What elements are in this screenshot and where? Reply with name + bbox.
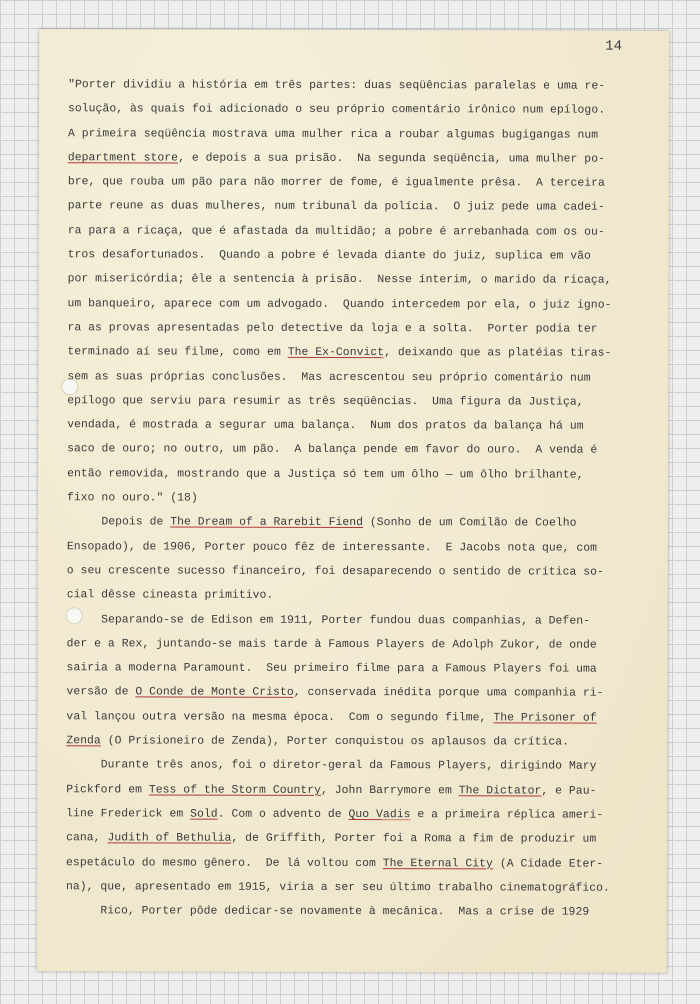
text-segment: (Sonho de um Comilão de Coelho [363,517,577,530]
text-segment: terminado aí seu filme, como em [67,346,288,360]
text-line [68,219,642,245]
text-line [67,365,641,391]
text-segment: Rico, Porter pôde dedicar-se novamente à mecânica. Mas a crise de 1929 [65,905,590,919]
text-line [67,608,641,634]
text-segment: A primeira seqüência mostrava uma mulher rica a roubar algumas bugigangas num [67,127,599,142]
text-segment: , conservada inédita porque uma companhia ri- [293,687,604,701]
text-segment: , e Pau- [541,785,597,798]
text-line [67,389,641,415]
text-segment: e a primeira réplica ameri- [410,809,604,822]
text-segment: der e a Rex, juntando-se mais tarde à Famous Players de Adolph Zukor, de onde [66,638,597,652]
page-number: 14 [605,38,623,55]
underlined-title: The Dictator [458,784,542,798]
text-segment: Pickford em [66,783,149,797]
text-segment: Durante três anos, foi o diretor-geral da Famous Players, dirigindo Mary [66,759,597,773]
text-segment: "Porter dividiu a história em três partes: duas seqüências paralelas e uma re- [68,79,606,93]
text-line [68,243,642,269]
underlined-title: Sold [190,808,218,821]
typewritten-page [37,29,669,973]
text-line [67,511,641,537]
text-segment: , John Barrymore em [321,784,459,797]
text-segment: ra as provas apresentadas pelo detective da loja e a solta. Porter podia ter [67,322,598,336]
text-line [67,486,641,512]
text-segment: sairia a moderna Paramount. Seu primeiro filme para a Famous Players foi uma [66,662,597,676]
underlined-title: Quo Vadis [348,808,411,822]
text-segment: (O Prisioneiro de Zenda), Porter conquistou os aplausos da crítica. [100,735,570,749]
text-line [66,681,640,707]
text-line [67,341,641,367]
text-segment: bre, que rouba um pão para não morrer de fome, é igualmente prêsa. A terceira [67,176,605,190]
underlined-title: O Conde de Monte Cristo [135,686,294,700]
text-line [68,195,642,221]
text-line [68,268,642,294]
text-segment: espetáculo do mesmo gênero. De lá voltou com [66,856,383,870]
text-segment: cana, [66,832,108,845]
text-line [66,802,640,828]
underlined-title: The Dream of a Rarebit Fiend [170,516,364,530]
text-segment: o seu crescente sucesso financeiro, foi desaparecendo o sentido de crítica so- [66,565,604,579]
text-line [67,632,641,658]
text-segment: versão de [66,686,136,699]
text-line [66,875,640,901]
text-segment: val lançou outra versão na mesma época. Com o segundo filme, [66,710,494,725]
text-segment: fixo no ouro." (18) [66,492,198,505]
text-segment: cial dêsse cineasta primitivo. [66,589,274,603]
text-segment: . Com o advento de [217,808,349,821]
text-line [68,98,642,124]
underlined-title: The Eternal City [382,857,493,870]
underlined-title: Zenda [66,735,101,748]
text-segment: , deixando que as platéias tiras- [384,347,612,360]
text-line [67,656,641,682]
text-line [66,851,640,877]
underlined-title: department store [67,152,179,165]
text-segment: saco de ouro; no outro, um pão. A balança pende em favor do ouro. A venda é [67,443,598,458]
text-line [67,462,641,488]
text-line [68,122,642,148]
text-segment: na), que, apresentado em 1915, viria a ser seu último trabalho cinematográfico. [65,881,610,895]
text-segment: , e depois a sua prisão. Na segunda seqüência, uma mulher po- [178,152,605,166]
text-segment: por misericórdia; êle a sentencia à prisão. Nesse ínterim, o marido da ricaça, [67,273,612,288]
text-line [67,535,641,561]
text-segment: então removida, mostrando que a Justiça só tem um ôlho — um ôlho brilhante, [67,468,584,482]
text-segment: Separando-se de Edison em 1911, Porter fundou duas companhias, a Defen- [66,613,590,628]
text-segment: epílogo que serviu para resumir as três seqüências. Uma figura da Justiça, [67,395,584,409]
text-segment: sem as suas próprias conclusões. Mas acrescentou seu próprio comentário num [67,370,591,385]
text-line [67,559,641,585]
text-line [67,292,641,318]
text-segment: (A Cidade Eter- [492,857,604,871]
text-segment: Ensopado), de 1906, Porter pouco fêz de interessante. E Jacobs nota que, com [66,540,598,555]
text-segment: tros desafortunados. Quando a pobre é levada diante do juiz, suplica em vão [67,249,591,263]
text-segment: vendada, é mostrada a segurar uma balança. Num dos pratos da balança há um [67,419,584,433]
body-text [66,73,642,925]
text-line [66,826,640,852]
text-line [67,583,641,609]
text-segment: line Frederick em [66,808,191,821]
text-line [68,73,642,99]
text-line [66,899,640,925]
text-segment: parte reune as duas mulheres, num tribunal da polícia. O juiz pede uma cadei- [67,200,605,215]
text-line [67,316,641,342]
text-line [66,705,640,731]
text-segment: , de Griffith, Porter foi a Roma a fim de produzir um [231,832,597,846]
text-line [66,778,640,804]
text-line [68,170,642,196]
underlined-title: Judith of Bethulia [107,832,232,845]
text-segment: ra para a ricaça, que é afastada da multidão; a pobre é arrebanhada com os ou- [67,225,605,239]
text-line [67,438,641,464]
text-line [66,729,640,755]
text-segment: um banqueiro, aparece com um advogado. Quando intercedem por ela, o juiz igno- [67,297,612,312]
underlined-title: The Ex-Convict [287,347,385,360]
text-line [68,146,642,172]
text-segment: Depois de [66,516,171,529]
underlined-title: Tess of the Storm Country [148,784,322,797]
text-line [67,413,641,439]
underlined-title: The Prisoner of [493,712,597,725]
text-segment: solução, às quais foi adicionado o seu próprio comentário irônico num epílogo. [68,103,606,117]
text-line [66,754,640,780]
